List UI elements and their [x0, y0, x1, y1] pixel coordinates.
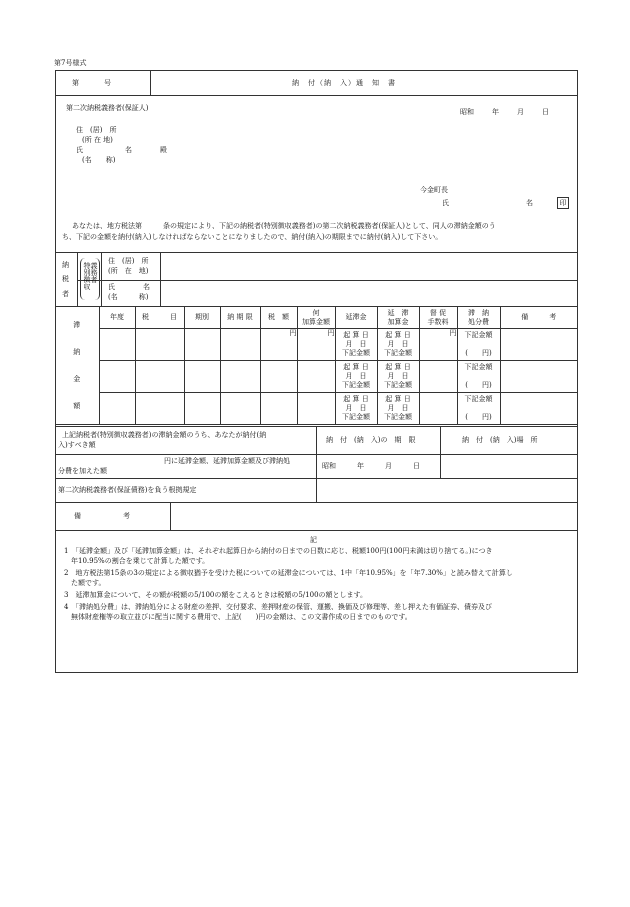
body-text-line-2: ち、下記の金額を納付(納入)しなければならないことになりましたので、納付(納入)の期限までに納付(納入)して下さい。: [62, 233, 443, 241]
header-reminder-fee: 督 促 手数料: [419, 307, 457, 329]
remarks-label: 備 考: [74, 512, 130, 520]
summary-line-1: 上記納税者(特別徴収義務者)の滞納金額のうち、あなたが納付(納: [62, 431, 267, 439]
summary-line-2: 入)すべき額: [58, 441, 96, 449]
addressee-honorific: 殿: [160, 146, 167, 154]
addressee-role: 第二次納税義務者(保証人): [66, 104, 149, 112]
issuer-office: 今金町長: [420, 186, 448, 194]
note-line: 年10.95%の割合を乗じて計算した額です。: [64, 557, 210, 565]
summary-line-4: 分費を加えた額: [58, 467, 107, 475]
note-line: 1 「延滞金額」及び「延滞加算金額」は、それぞれ起算日から納付の日までの日数に応じ、税額100円(100円未満は切り捨てる。)につき: [64, 547, 493, 555]
header-remarks: 備 考: [500, 307, 577, 329]
taxpayer-name-label: 氏 名: [108, 283, 150, 291]
taxpayer-label-1: 納: [62, 261, 69, 269]
deadline-label: 納 付 (納 入)の 期 限: [326, 436, 416, 444]
header-fiscal-year: 年度: [99, 307, 135, 329]
taxpayer-name-sub: (名 称): [108, 293, 149, 301]
note-line: 無体財産権等の取立並びに配当に関する費用で、上記( )円の金額は、この文書作成の日までのものです。: [64, 613, 412, 621]
special-collection-label: 特別徴収: [83, 262, 91, 290]
basis-label: 第二次納税義務者(保証債務)を負う根拠規定: [58, 486, 197, 494]
header-delinquency-add: 延 滞 加算金: [377, 307, 419, 329]
header-delinquency: 延滞金: [335, 307, 377, 329]
header-additional-amount: 何 加算金額: [297, 307, 335, 329]
addressee-address-label: 住 (居) 所: [76, 126, 117, 134]
page-title: 納 付（納 入）通 知 書: [292, 79, 396, 87]
table-row: 起 算 日 月 日 下記金額 起 算 日 月 日 下記金額 下記金額 ( 円): [55, 393, 577, 425]
summary-line-3: 円に延滞金額、延滞加算金額及び滞納処: [164, 457, 290, 465]
header-tax-amount: 税 額: [260, 307, 297, 329]
body-text-line-1: あなたは、地方税法第 条の規定により、下記の納税者(特別徴収義務者)の第二次納税義務者(保証人)として、同人の滞納金額のう: [72, 222, 496, 230]
form-number: 第7号様式: [54, 59, 87, 67]
addressee-name-sub: (名 称): [82, 156, 116, 164]
taxpayer-label-3: 者: [62, 290, 69, 298]
table-row: 起 算 日 月 日 下記金額 起 算 日 月 日 下記金額 下記金額 ( 円): [55, 361, 577, 393]
payment-place-label: 納 付 (納 入)場 所: [462, 436, 538, 444]
addressee-name-label: 氏 名: [76, 146, 132, 154]
addressee-address-sub: (所 在 地): [82, 136, 113, 144]
document-number-label: 第 号: [72, 79, 112, 87]
note-line: た額です。: [64, 579, 106, 587]
deadline-date: 昭和 年 月 日: [322, 462, 420, 470]
issue-date: 昭和 年 月 日: [460, 108, 549, 116]
seal-box: 印: [557, 197, 569, 209]
note-line: 3 延滞加算金について、その額が税額の5/100の額をこえるときは税額の5/100の額とします。: [64, 591, 367, 599]
note-line: 4 「滞納処分費」は、滞納処分による財産の差押、交付要求、差押財産の保管、運搬、換価及び修理等、差し押えた有価証券、債券及び: [64, 603, 492, 611]
arrears-table: [55, 306, 577, 425]
notes-title: 記: [310, 536, 317, 544]
issuer-name-label: 氏 名: [442, 199, 533, 207]
obligor-label: 義務者: [90, 262, 98, 283]
arrears-side-label: 滞 納 金 額: [55, 307, 99, 425]
taxpayer-label-2: 税: [62, 275, 69, 283]
table-row: 円 円 起 算 日 月 日 下記金額 起 算 日 月 日 下記金額 円 下記金額 ( 円): [55, 329, 577, 361]
header-period: 期別: [184, 307, 220, 329]
header-due-date: 納 期 限: [220, 307, 260, 329]
note-line: 2 地方税法第15条の3の規定による徴収猶予を受けた税についての延滞金については、1中「年10.95%」を「年7.30%」と読み替えて計算し: [64, 569, 513, 577]
header-disposal-cost: 滞 納 処分費: [457, 307, 500, 329]
taxpayer-address-label: 住 (居) 所: [108, 257, 149, 265]
taxpayer-address-sub: (所 在 地): [108, 267, 149, 275]
header-tax-item: 税 目: [135, 307, 184, 329]
